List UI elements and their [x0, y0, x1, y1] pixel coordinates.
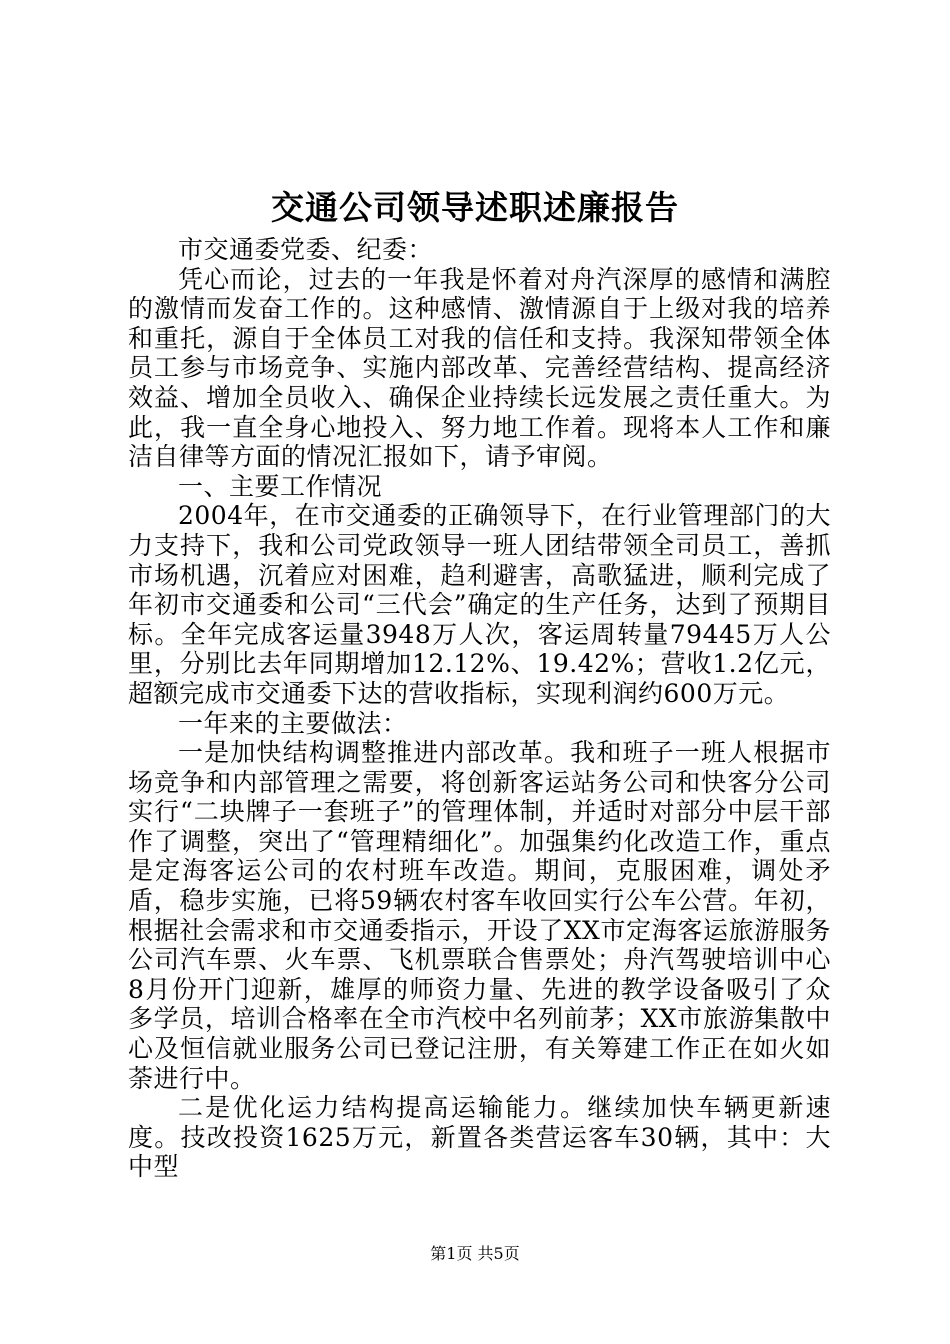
paragraph-annual-summary: 2004年，在市交通委的正确领导下，在行业管理部门的大力支持下，我和公司党政领导一班人团结带领全司员工，善抓市场机遇，沉着应对困难，趋利避害，高歌猛进，顺利完成了年初市交通委和公司“三代会”确定的生产任务，达到了预期目标。全年完成客运量3948万人次，客运周转量79445万人公里，分别比去年同期增加12.12%、19.42%；营收1.2亿元，超额完成市交通委下达的营收指标，实现利润约600万元。: [128, 501, 831, 708]
paragraph-method-one: 一是加快结构调整推进内部改革。我和班子一班人根据市场竞争和内部管理之需要，将创新客运站务公司和快客分公司实行“二块牌子一套班子”的管理体制，并适时对部分中层干部作了调整，突出了“管理精细化”。加强集约化改造工作，重点是定海客运公司的农村班车改造。期间，克服困难，调处矛盾，稳步实施，已将59辆农村客车收回实行公车公营。年初，根据社会需求和市交通委指示，开设了XX市定海客运旅游服务公司汽车票、火车票、飞机票联合售票处；舟汽驾驶培训中心8月份开门迎新，雄厚的师资力量、先进的教学设备吸引了众多学员，培训合格率在全市汽校中名列前茅；XX市旅游集散中心及恒信就业服务公司已登记注册，有关筹建工作正在如火如荼进行中。: [128, 738, 831, 1093]
paragraph-salutation: 市交通委党委、纪委：: [178, 235, 434, 264]
paragraph-method-two: 二是优化运力结构提高运输能力。继续加快车辆更新速度。技改投资1625万元，新置各类营运客车30辆，其中：大中型: [128, 1093, 831, 1182]
paragraph-intro: 凭心而论，过去的一年我是怀着对舟汽深厚的感情和满腔的激情而发奋工作的。这种感情、激情源自于上级对我的培养和重托，源自于全体员工对我的信任和支持。我深知带领全体员工参与市场竞争、实施内部改革、完善经营结构、提高经济效益、增加全员收入、确保企业持续长远发展之责任重大。为此，我一直全身心地投入、努力地工作着。现将本人工作和廉洁自律等方面的情况汇报如下，请予审阅。: [128, 264, 831, 472]
subheading-main-methods: 一年来的主要做法：: [178, 708, 408, 738]
page-footer: 第1页 共5页: [430, 1244, 520, 1263]
document-body: [128, 235, 831, 1182]
document-title: 交通公司领导述职述廉报告: [271, 188, 679, 227]
section-heading-main-work: 一、主要工作情况: [178, 471, 383, 501]
